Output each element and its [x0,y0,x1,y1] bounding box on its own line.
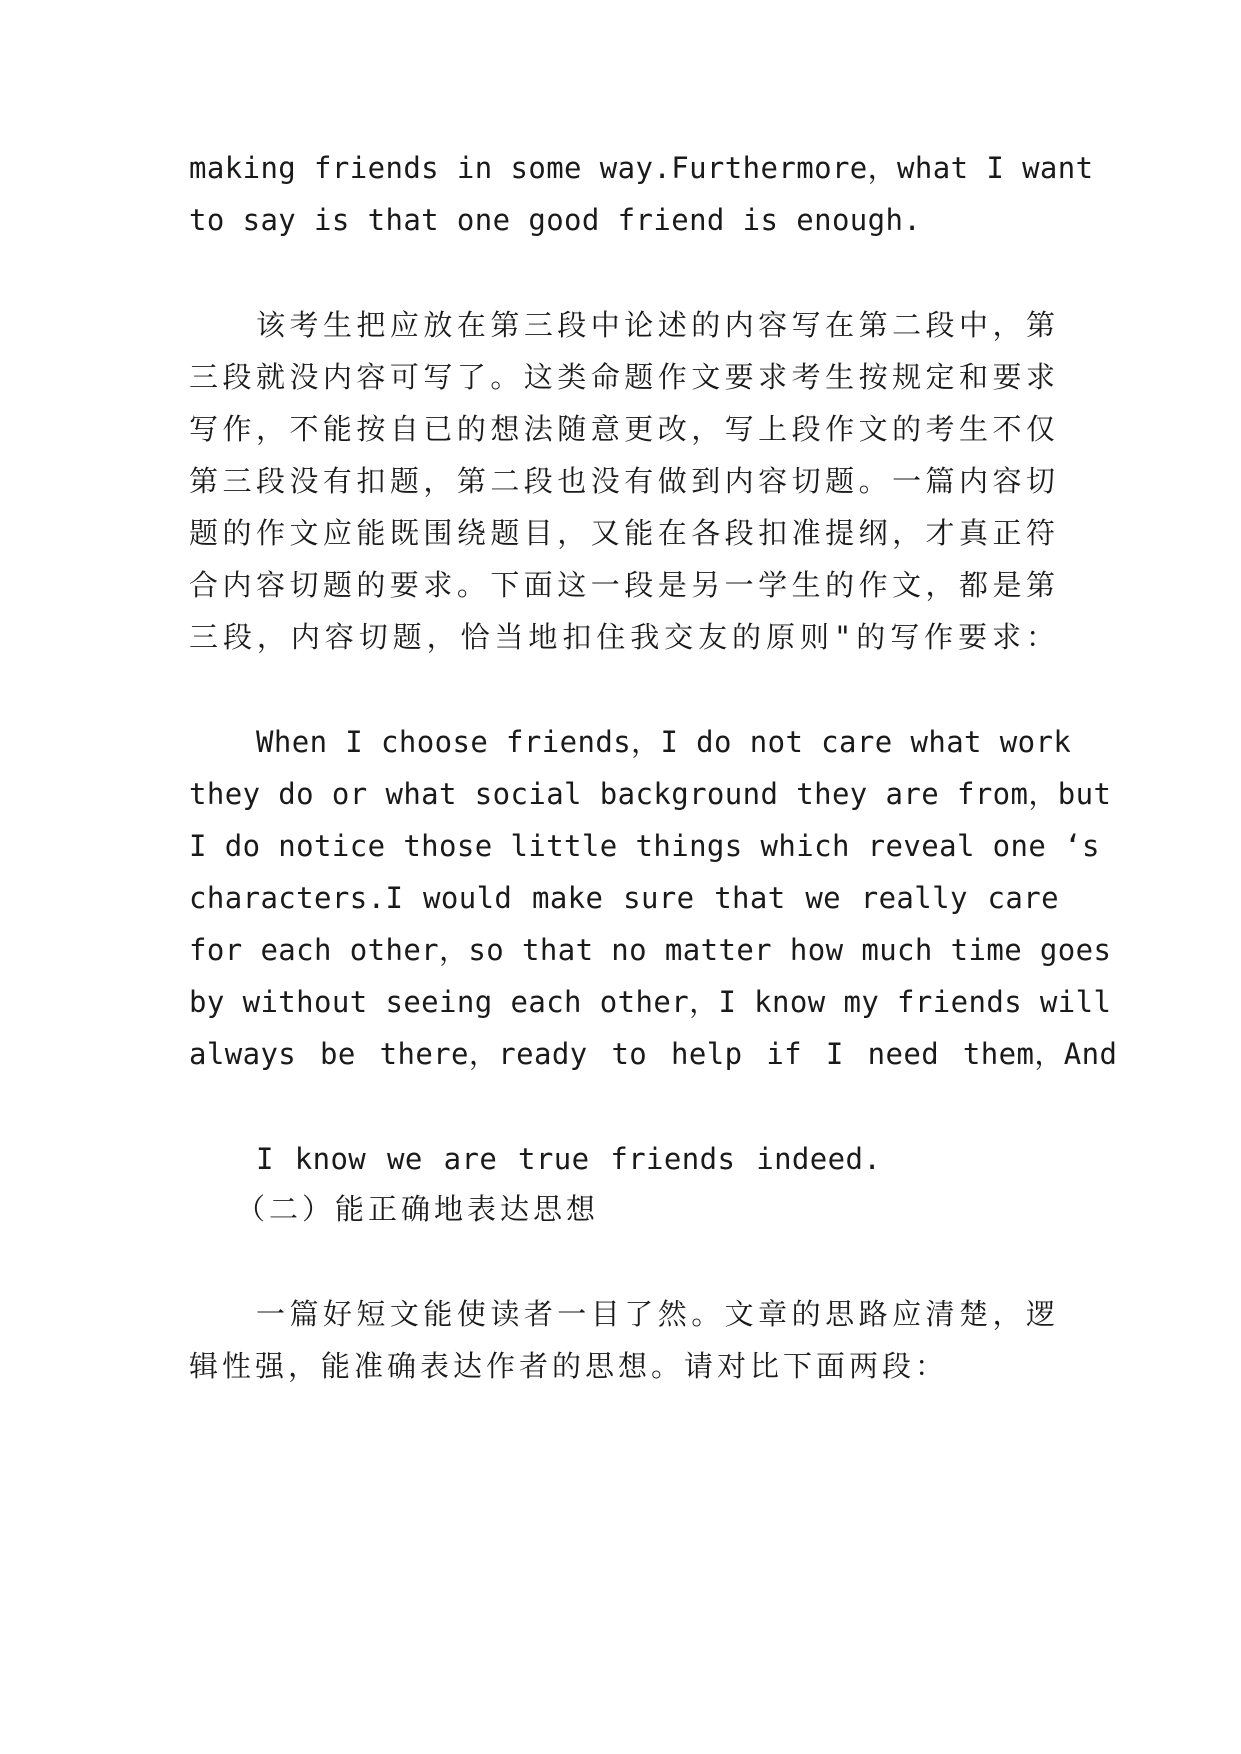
paragraph-1-line-2: to say is that one good friend is enough. [189,203,922,237]
paragraph-2-line-6: 合内容切题的要求。下面这一段是另一学生的作文，都是第 [189,568,1059,602]
paragraph-3-line-1: When I choose friends，I do not care what work [256,725,1072,759]
paragraph-4-line-1: I know we are true friends indeed. [256,1142,882,1176]
paragraph-3-line-7: always be there，ready to help if I need them，And [189,1037,1118,1071]
paragraph-2-line-5: 题的作文应能既围绕题目，又能在各段扣准提纲，才真正符 [189,516,1059,550]
paragraph-2-line-2: 三段就没内容可写了。这类命题作文要求考生按规定和要求 [189,360,1059,394]
paragraph-5-line-2: 辑性强，能准确表达作者的思想。请对比下面两段： [189,1349,949,1383]
paragraph-3-line-2: they do or what social background they are from，but [189,777,1112,811]
paragraph-2-line-3: 写作，不能按自已的想法随意更改，写上段作文的考生不仅 [189,412,1059,446]
paragraph-3-line-6: by without seeing each other，I know my friends will [189,985,1112,1019]
paragraph-3-line-4: characters.I would make sure that we really care [189,881,1059,915]
paragraph-2-line-4: 第三段没有扣题，第二段也没有做到内容切题。一篇内容切 [189,464,1059,498]
paragraph-3-line-3: I do notice those little things which reveal one ‘s [189,829,1100,863]
paragraph-1-line-1: making friends in some way.Furthermore，what I want [189,151,1094,185]
paragraph-2-line-1: 该考生把应放在第三段中论述的内容写在第二段中，第 [256,308,1059,342]
section-heading: （二）能正确地表达思想 [236,1192,600,1226]
paragraph-2-line-7: 三段，内容切题，恰当地扣住我交友的原则"的写作要求： [189,620,1059,654]
paragraph-3-line-5: for each other，so that no matter how much time goes [189,933,1112,967]
paragraph-5-line-1: 一篇好短文能使读者一目了然。文章的思路应清楚，逻 [256,1297,1059,1331]
